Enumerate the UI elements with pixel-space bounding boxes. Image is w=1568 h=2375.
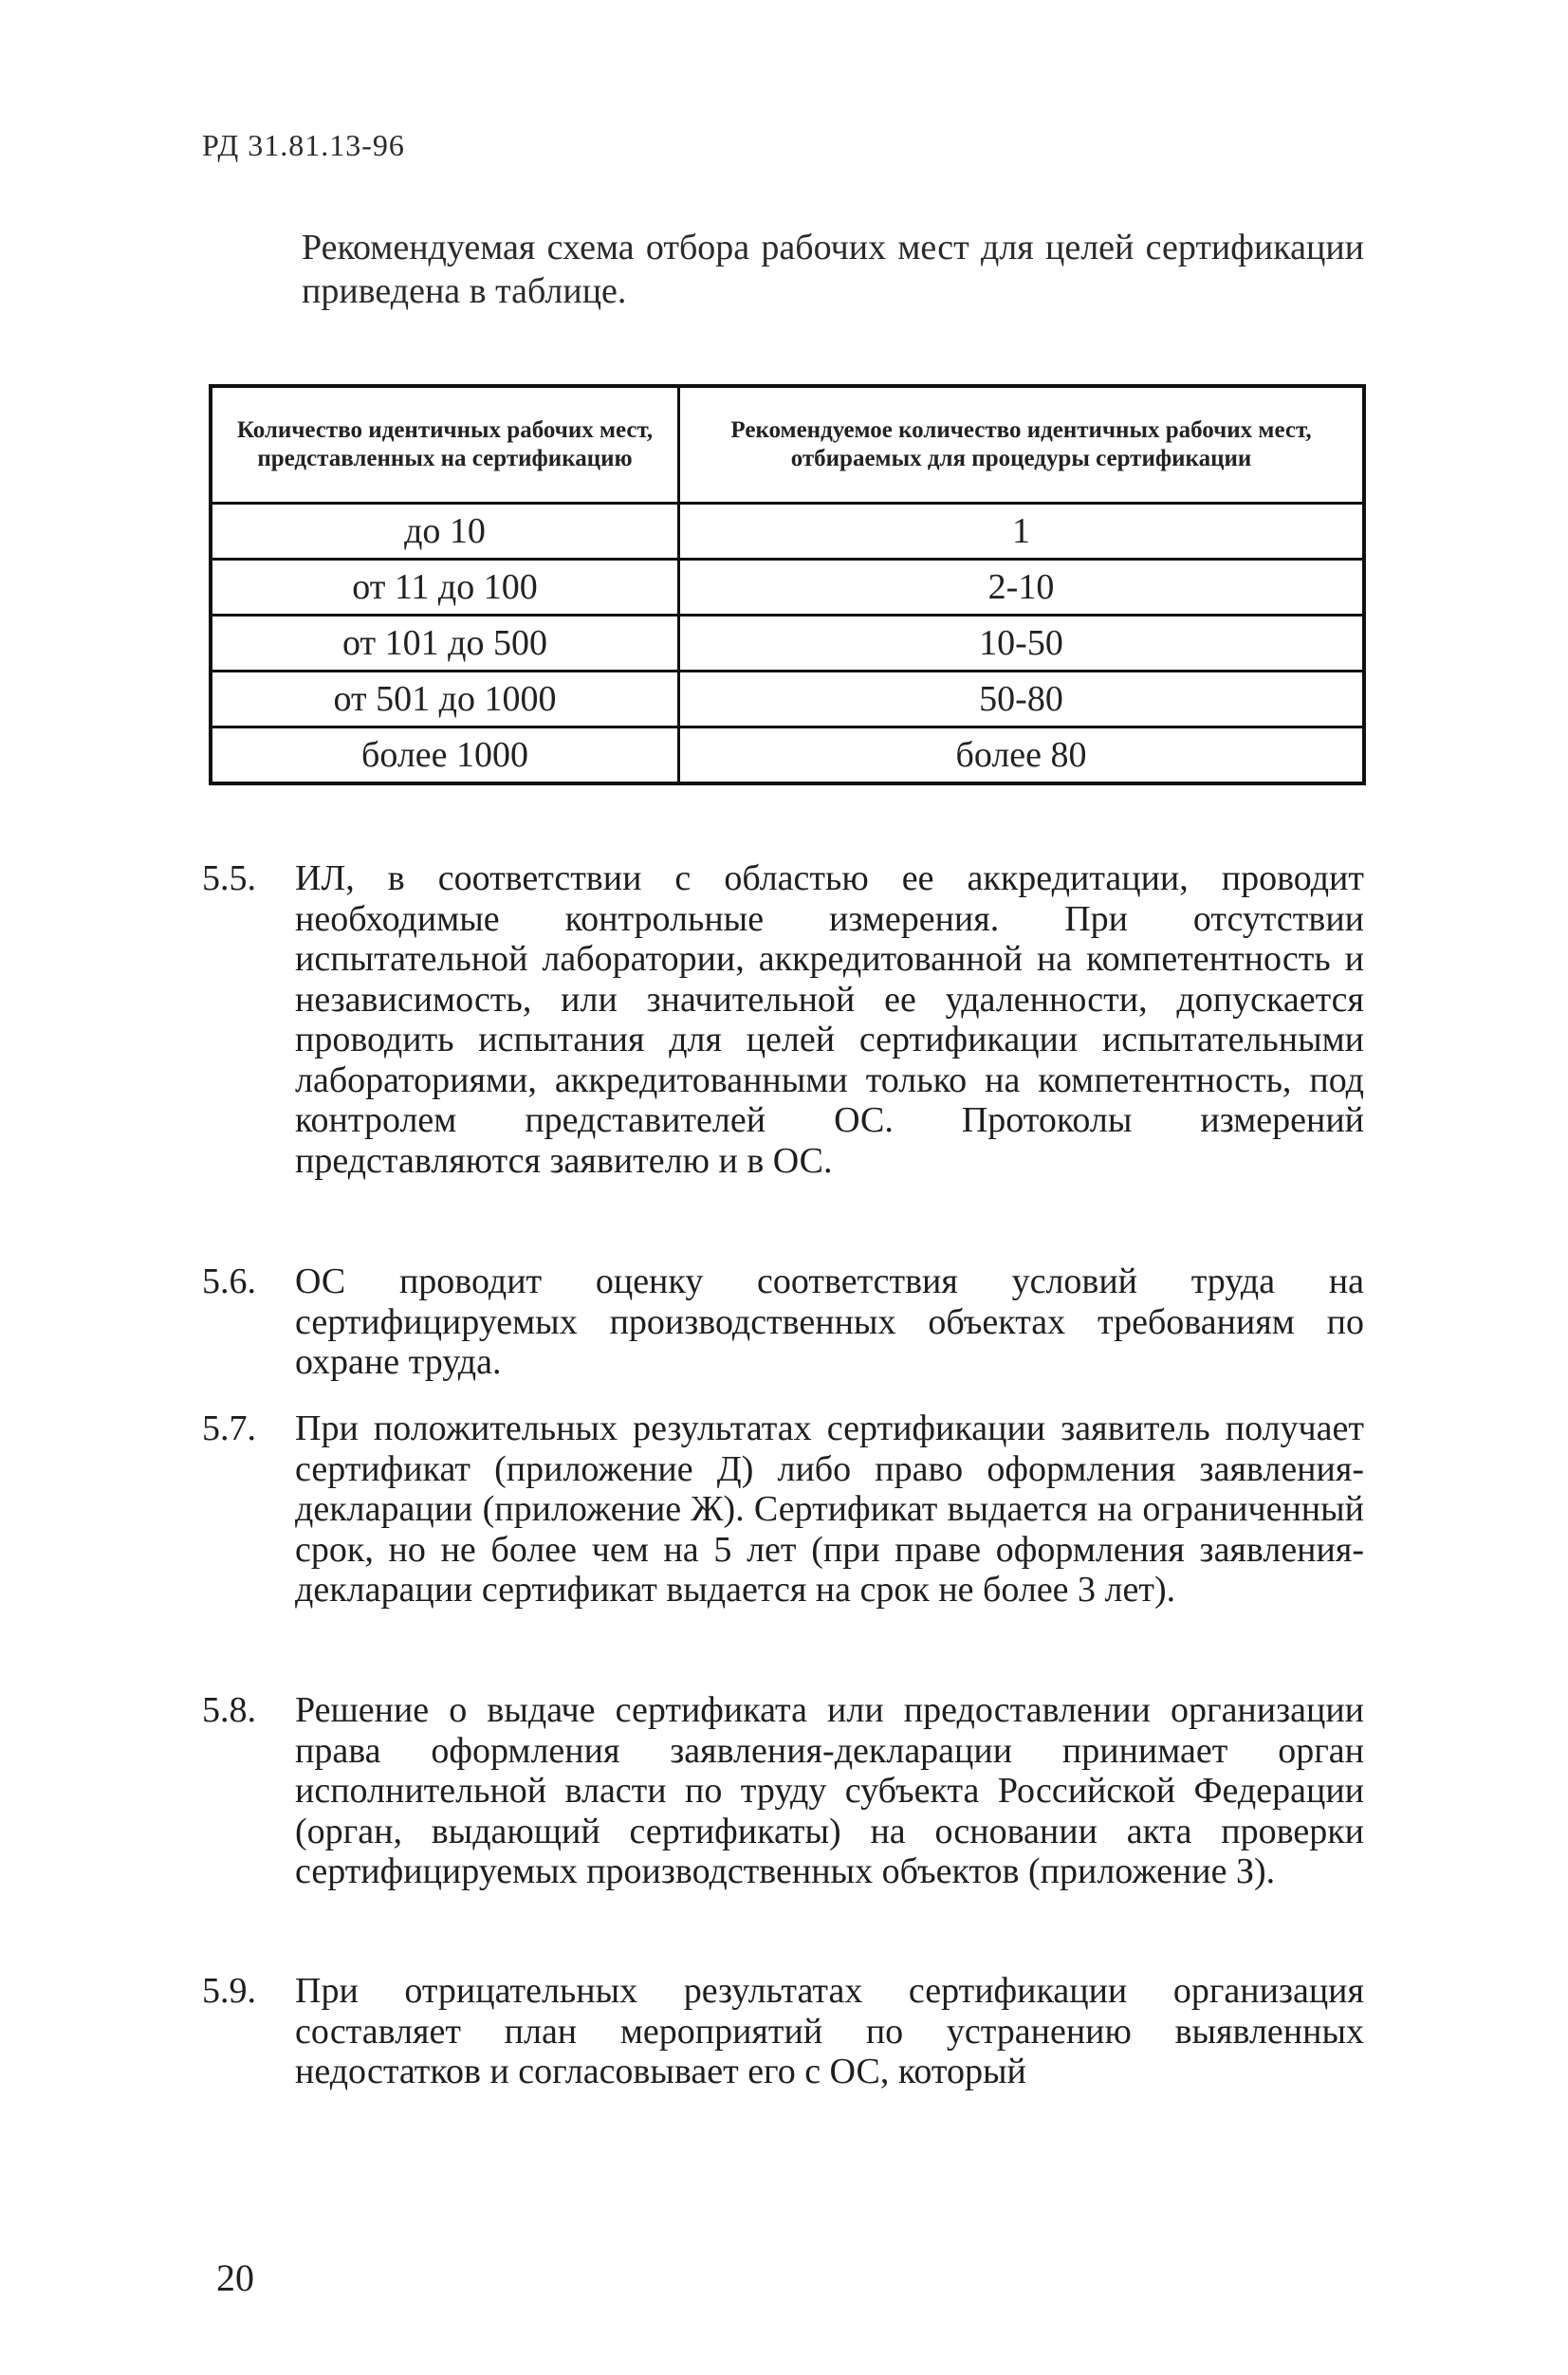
clause-number: 5.9. [202,1971,256,2011]
cell-selected: 2-10 [679,560,1365,616]
cell-selected: более 80 [679,727,1365,784]
cell-submitted: от 101 до 500 [211,616,679,672]
cell-submitted: от 501 до 1000 [211,672,679,727]
clause-number: 5.6. [202,1261,256,1301]
clause-5-8 [202,1690,1364,1892]
intro-paragraph: Рекомендуемая схема отбора рабочих мест для целей сертификации приведена в таблице. [302,228,1364,311]
clause-number: 5.5. [202,858,256,898]
table-row [211,616,1364,672]
table-row [211,560,1364,616]
document-code: РД 31.81.13-96 [202,128,405,162]
cell-submitted: до 10 [211,504,679,560]
table-row [211,504,1364,560]
page-number: 20 [216,2256,254,2299]
cell-selected: 1 [679,504,1365,560]
clause-5-6 [202,1261,1364,1383]
table-header-row [211,386,1364,504]
clause-number: 5.8. [202,1690,256,1730]
cell-selected: 50-80 [679,672,1365,727]
header-workplaces-selected: Рекомендуемое количество идентичных рабочих мест, отбираемых для процедуры сертификации [679,386,1365,504]
clause-5-7 [202,1408,1364,1611]
table-row [211,727,1364,784]
cell-submitted: от 11 до 100 [211,560,679,616]
clause-5-9 [202,1971,1364,2092]
clause-text: Решение о выдаче сертификата или предоставлении организации права оформления заявления-декларации принимает орган исполнительной власти по труду субъекта Российской Федерации (орган, выдающий сертификаты) на основании акта проверки сертифицируемых производственных объектов (приложение З). [295,1690,1364,1891]
table-row [211,672,1364,727]
clause-text: ОС проводит оценку соответствия условий труда на сертифицируемых производственных объектах требованиям по охране труда. [295,1261,1364,1382]
clause-5-5 [202,858,1364,1181]
cell-submitted: более 1000 [211,727,679,784]
workplace-selection-table [209,384,1366,785]
clause-text: При отрицательных результатах сертификации организация составляет план мероприятий по устранению выявленных недостатков и согласовывает его с ОС, который [295,1971,1364,2091]
clause-number: 5.7. [202,1408,256,1448]
clause-text: ИЛ, в соответствии с областью ее аккредитации, проводит необходимые контрольные измерения. При отсутствии испытательной лаборатории, аккредитованной на компетентность и независимость, или значительной ее удаленности, допускается проводить испытания для целей сертификации испытательными лабораториями, аккредитованными только на компетентность, под контролем представителей ОС. Протоколы измерений представляются заявителю и в ОС. [295,858,1364,1181]
header-workplaces-submitted: Количество идентичных рабочих мест, представленных на сертификацию [211,386,679,504]
cell-selected: 10-50 [679,616,1365,672]
clause-text: При положительных результатах сертификации заявитель получает сертификат (приложение Д) либо право оформления заявления-декларации (приложение Ж). Сертификат выдается на ограниченный срок, но не более чем на 5 лет (при праве оформления заявления-декларации сертификат выдается на срок не более 3 лет). [295,1408,1364,1610]
